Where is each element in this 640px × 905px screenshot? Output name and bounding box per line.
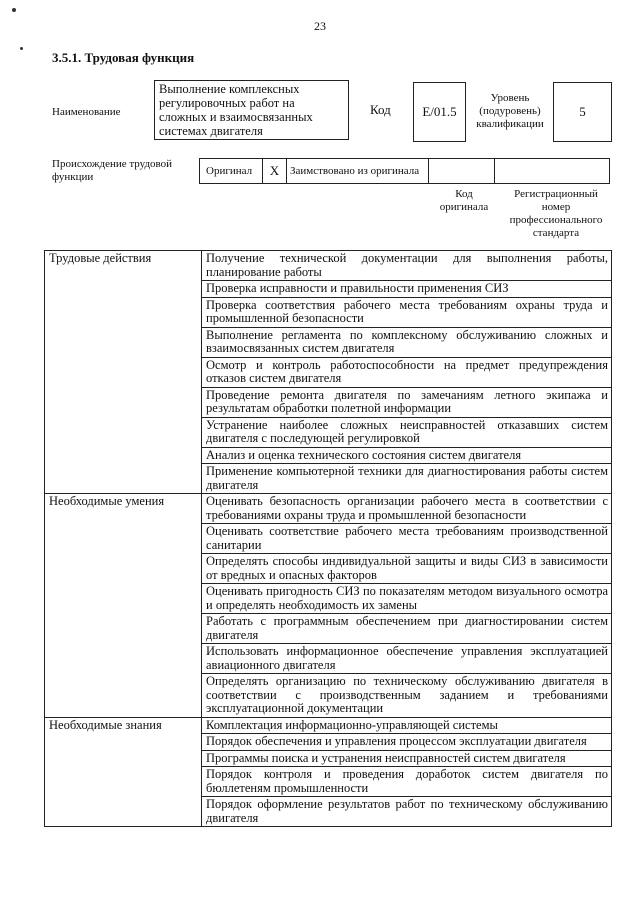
category-label: Необходимые знания [45,717,202,827]
item-text: Оценивать безопасность организации рабочего места в соответствии с требованиями охраны труда и промышленной безопасности [202,494,612,524]
item-text: Выполнение регламента по комплексному обслуживанию сложных и взаимосвязанных систем двигателя [202,327,612,357]
item-text: Осмотр и контроль работоспособности на предмет предупреждения отказов систем двигателя [202,357,612,387]
item-text: Использовать информационное обеспечение управления эксплуатацией авиационного двигателя [202,644,612,674]
name-value: Выполнение комплексных регулировочных работ на сложных и взаимосвязанных системах двигателя [154,80,349,140]
page-number: 23 [314,19,326,33]
labor-function-table [44,250,612,827]
origin-label: Происхождение трудовой функции [52,158,173,183]
table-row [45,494,612,524]
item-text: Устранение наиболее сложных неисправностей отказавших систем двигателя с последующей регулировкой [202,417,612,447]
item-text: Получение технической документации для выполнения работы, планирование работы [202,251,612,281]
level-value: 5 [553,82,612,142]
original-label: Оригинал [199,158,263,184]
item-text: Комплектация информационно-управляющей системы [202,717,612,734]
item-text: Оценивать пригодность СИЗ по показателям методом визуального осмотра и определять необходимость их замены [202,584,612,614]
table-row [45,251,612,281]
item-text: Порядок оформление результатов работ по техническому обслуживанию двигателя [202,797,612,827]
borrowed-label: Заимствовано из оригинала [286,158,429,184]
item-text: Программы поиска и устранения неисправностей систем двигателя [202,750,612,767]
origin-table [200,158,612,184]
code-label: Код [370,102,391,117]
category-label: Трудовые действия [45,251,202,494]
item-text: Порядок обеспечения и управления процессом эксплуатации двигателя [202,734,612,751]
scan-mark [20,47,23,50]
original-mark: X [262,158,287,184]
item-text: Оценивать соответствие рабочего места требованиям производственной санитарии [202,524,612,554]
item-text: Определять способы индивидуальной защиты и виды СИЗ в зависимости от вредных и опасных факторов [202,554,612,584]
code-orig-cell [428,158,495,184]
item-text: Проведение ремонта двигателя по замечаниям летного экипажа и результатам обработки полетной информации [202,387,612,417]
level-label: Уровень (подуровень) квалификации [476,92,544,130]
scan-mark [12,8,16,12]
item-text: Проверка исправности и правильности применения СИЗ [202,281,612,298]
item-text: Анализ и оценка технического состояния систем двигателя [202,447,612,464]
item-text: Определять организацию по техническому обслуживанию двигателя в соответствии с производственным заданием и требованиями эксплуатационной документации [202,674,612,718]
section-title: 3.5.1. Трудовая функция [52,50,195,65]
category-label: Необходимые умения [45,494,202,718]
item-text: Проверка соответствия рабочего места требованиям охраны труда и промышленной безопасности [202,297,612,327]
item-text: Работать с программным обеспечением при диагностировании систем двигателя [202,614,612,644]
reg-number-label: Регистрационный номер профессионального стандарта [509,188,603,239]
item-text: Применение компьютерной техники для диагностирования работы систем двигателя [202,464,612,494]
item-text: Порядок контроля и проведения доработок систем двигателя по бюллетеням промышленности [202,767,612,797]
code-orig-label: Код оригинала [439,188,489,213]
code-value: E/01.5 [413,82,466,142]
table-row [45,717,612,734]
reg-number-cell [494,158,610,184]
name-label: Наименование [52,106,121,118]
